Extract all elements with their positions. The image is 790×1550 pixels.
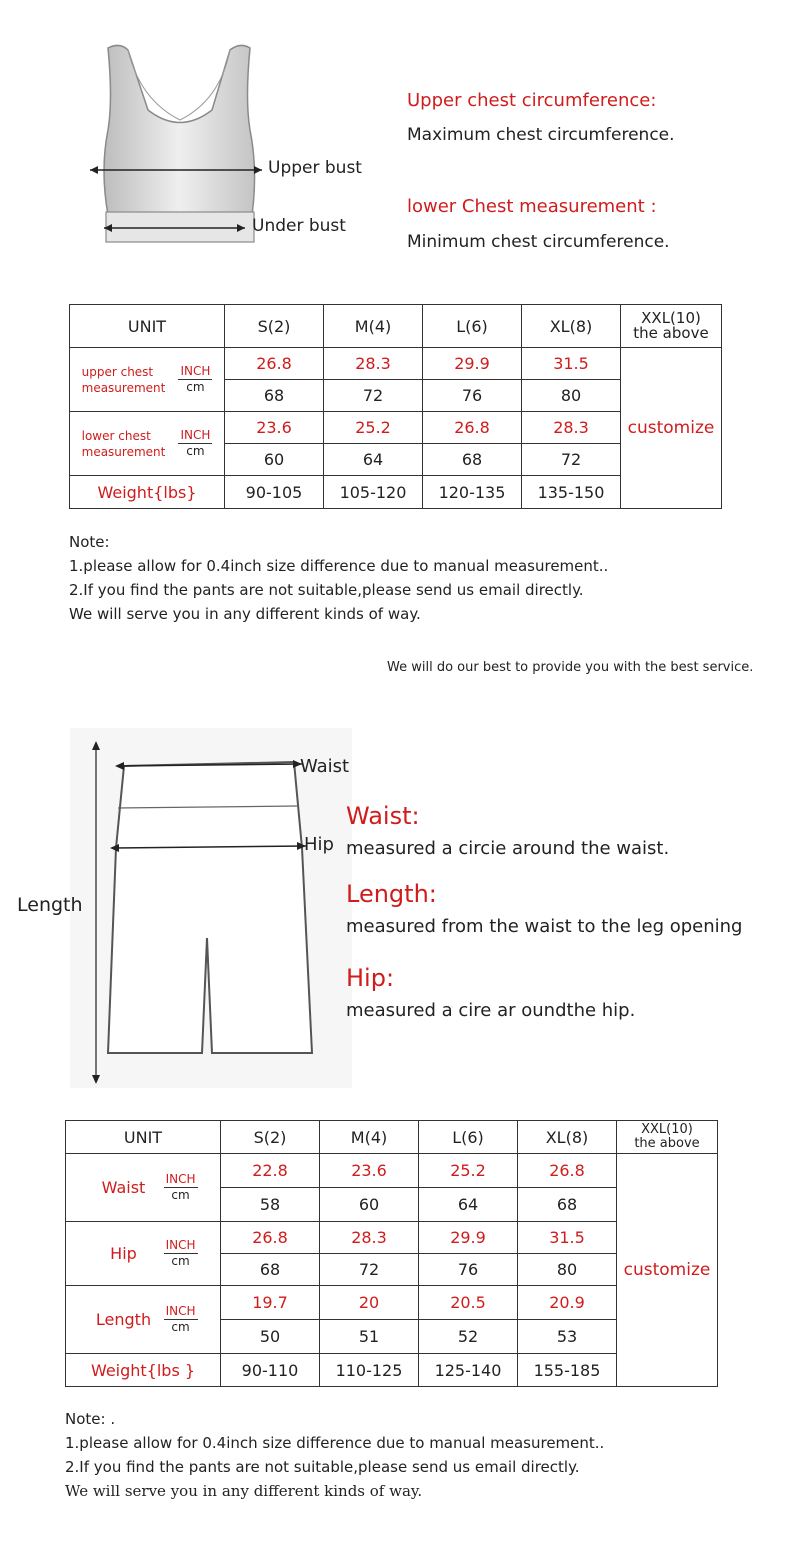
table-cell: 26.8	[423, 412, 522, 444]
weight-label: Weight{lbs }	[66, 1354, 221, 1387]
lower-chest-title: lower Chest measurement :	[407, 196, 657, 217]
table-cell: 90-105	[225, 476, 324, 509]
note-line-2: 2.If you find the pants are not suitable,please send us email directly.	[65, 1458, 580, 1476]
table-cell: 135-150	[522, 476, 621, 509]
table-cell: 155-185	[518, 1354, 617, 1387]
table-row	[66, 1154, 718, 1188]
table-cell: 29.9	[419, 1222, 518, 1254]
table-cell: 53	[518, 1320, 617, 1354]
waist-unit-cell	[66, 1154, 221, 1222]
inch-label: INCH	[165, 1304, 196, 1318]
length-title: Length:	[346, 880, 437, 908]
under-bust-label: Under bust	[252, 216, 346, 236]
table-cell: 51	[320, 1320, 419, 1354]
inch-label: INCH	[180, 364, 211, 378]
table-cell: 72	[522, 444, 621, 476]
cm-label: cm	[186, 444, 205, 458]
waist-desc: measured a circie around the waist.	[346, 838, 670, 859]
table-cell: 68	[518, 1188, 617, 1222]
hip-title: Hip:	[346, 964, 395, 992]
header-xxl-line2: the above	[634, 1136, 700, 1151]
table-cell: 31.5	[522, 348, 621, 380]
note-title: Note: .	[65, 1410, 116, 1428]
unit-fraction	[164, 1172, 198, 1203]
table-cell: 80	[518, 1254, 617, 1286]
table-header-row	[70, 305, 722, 348]
table-cell: 80	[522, 380, 621, 412]
inch-label: INCH	[165, 1238, 196, 1252]
upper-bust-label: Upper bust	[268, 158, 362, 178]
table-cell: 26.8	[518, 1154, 617, 1188]
table-cell: 110-125	[320, 1354, 419, 1387]
waist-row-label: Waist	[101, 1178, 146, 1197]
unit-fraction	[164, 1304, 198, 1335]
weight-label: Weight{lbs}	[70, 476, 225, 509]
hip-row-label: Hip	[110, 1244, 137, 1263]
table-cell: 20.9	[518, 1286, 617, 1320]
table-cell: 28.3	[522, 412, 621, 444]
table-cell: 52	[419, 1320, 518, 1354]
header-xxl-line1: XXL(10)	[641, 1122, 693, 1137]
table-cell: 26.8	[225, 348, 324, 380]
table-cell: 105-120	[324, 476, 423, 509]
row-label-line2: measurement	[81, 380, 166, 395]
length-diagram-label: Length	[17, 894, 83, 916]
note-line-1: 1.please allow for 0.4inch size difference due to manual measurement..	[65, 1434, 605, 1452]
header-l: L(6)	[419, 1121, 518, 1154]
table-cell: 22.8	[221, 1154, 320, 1188]
row-label-line1: lower chest	[81, 428, 151, 443]
customize-cell: customize	[617, 1154, 718, 1387]
header-xl: XL(8)	[522, 305, 621, 348]
header-s: S(2)	[225, 305, 324, 348]
note-line-3: We will serve you in any different kinds of way.	[65, 1482, 423, 1500]
table-cell: 64	[419, 1188, 518, 1222]
table-cell: 60	[320, 1188, 419, 1222]
table-cell: 120-135	[423, 476, 522, 509]
customize-cell: customize	[621, 348, 722, 509]
header-unit: UNIT	[70, 305, 225, 348]
header-l: L(6)	[423, 305, 522, 348]
upper-chest-unit-cell	[70, 348, 225, 412]
header-xxl	[617, 1121, 718, 1154]
table-cell: 58	[221, 1188, 320, 1222]
unit-fraction	[178, 364, 212, 395]
header-unit: UNIT	[66, 1121, 221, 1154]
table-cell: 90-110	[221, 1354, 320, 1387]
header-xl: XL(8)	[518, 1121, 617, 1154]
table-cell: 20.5	[419, 1286, 518, 1320]
table-cell: 68	[221, 1254, 320, 1286]
table-cell: 23.6	[225, 412, 324, 444]
header-s: S(2)	[221, 1121, 320, 1154]
hip-diagram-label: Hip	[304, 834, 334, 855]
header-xxl-line2: the above	[633, 324, 709, 342]
table-cell: 125-140	[419, 1354, 518, 1387]
table-cell: 29.9	[423, 348, 522, 380]
length-desc: measured from the waist to the leg opening	[346, 916, 743, 937]
table-cell: 50	[221, 1320, 320, 1354]
inch-label: INCH	[165, 1172, 196, 1186]
table-cell: 26.8	[221, 1222, 320, 1254]
table-cell: 64	[324, 444, 423, 476]
table-cell: 25.2	[324, 412, 423, 444]
note-line-2: 2.If you find the pants are not suitable,please send us email directly.	[69, 581, 584, 599]
hip-unit-cell	[66, 1222, 221, 1286]
note-line-3: We will serve you in any different kinds of way.	[69, 605, 421, 623]
note-block-1	[69, 530, 608, 626]
unit-fraction	[178, 428, 212, 459]
note-title: Note:	[69, 533, 110, 551]
table-cell: 20	[320, 1286, 419, 1320]
service-text: We will do our best to provide you with the best service.	[387, 660, 754, 675]
shorts-size-table	[65, 1120, 718, 1387]
waist-title: Waist:	[346, 802, 420, 830]
header-xxl	[621, 305, 722, 348]
note-block-2	[65, 1407, 604, 1503]
header-m: M(4)	[320, 1121, 419, 1154]
header-xxl-line1: XXL(10)	[641, 309, 701, 327]
upper-chest-row-label	[82, 364, 166, 396]
cm-label: cm	[186, 380, 205, 394]
bra-size-table	[69, 304, 722, 509]
length-row-label: Length	[95, 1310, 152, 1329]
lower-chest-row-label	[82, 428, 166, 460]
table-cell: 28.3	[324, 348, 423, 380]
table-cell: 76	[423, 380, 522, 412]
table-row	[70, 348, 722, 380]
table-cell: 72	[320, 1254, 419, 1286]
table-cell: 19.7	[221, 1286, 320, 1320]
waist-diagram-label: Waist	[300, 756, 350, 777]
table-cell: 25.2	[419, 1154, 518, 1188]
table-cell: 72	[324, 380, 423, 412]
length-unit-cell	[66, 1286, 221, 1354]
row-label-line1: upper chest	[81, 364, 154, 379]
row-label-line2: measurement	[81, 444, 166, 459]
table-cell: 60	[225, 444, 324, 476]
upper-chest-desc: Maximum chest circumference.	[407, 125, 675, 145]
table-cell: 28.3	[320, 1222, 419, 1254]
table-cell: 68	[225, 380, 324, 412]
cm-label: cm	[171, 1254, 190, 1268]
inch-label: INCH	[180, 428, 211, 442]
table-cell: 68	[423, 444, 522, 476]
table-cell: 76	[419, 1254, 518, 1286]
table-header-row	[66, 1121, 718, 1154]
hip-desc: measured a cire ar oundthe hip.	[346, 1000, 636, 1021]
unit-fraction	[164, 1238, 198, 1269]
upper-chest-title: Upper chest circumference:	[407, 90, 657, 111]
cm-label: cm	[171, 1188, 190, 1202]
table-cell: 31.5	[518, 1222, 617, 1254]
lower-chest-unit-cell	[70, 412, 225, 476]
table-cell: 23.6	[320, 1154, 419, 1188]
note-line-1: 1.please allow for 0.4inch size difference due to manual measurement..	[69, 557, 609, 575]
cm-label: cm	[171, 1320, 190, 1334]
lower-chest-desc: Minimum chest circumference.	[407, 232, 670, 252]
header-m: M(4)	[324, 305, 423, 348]
